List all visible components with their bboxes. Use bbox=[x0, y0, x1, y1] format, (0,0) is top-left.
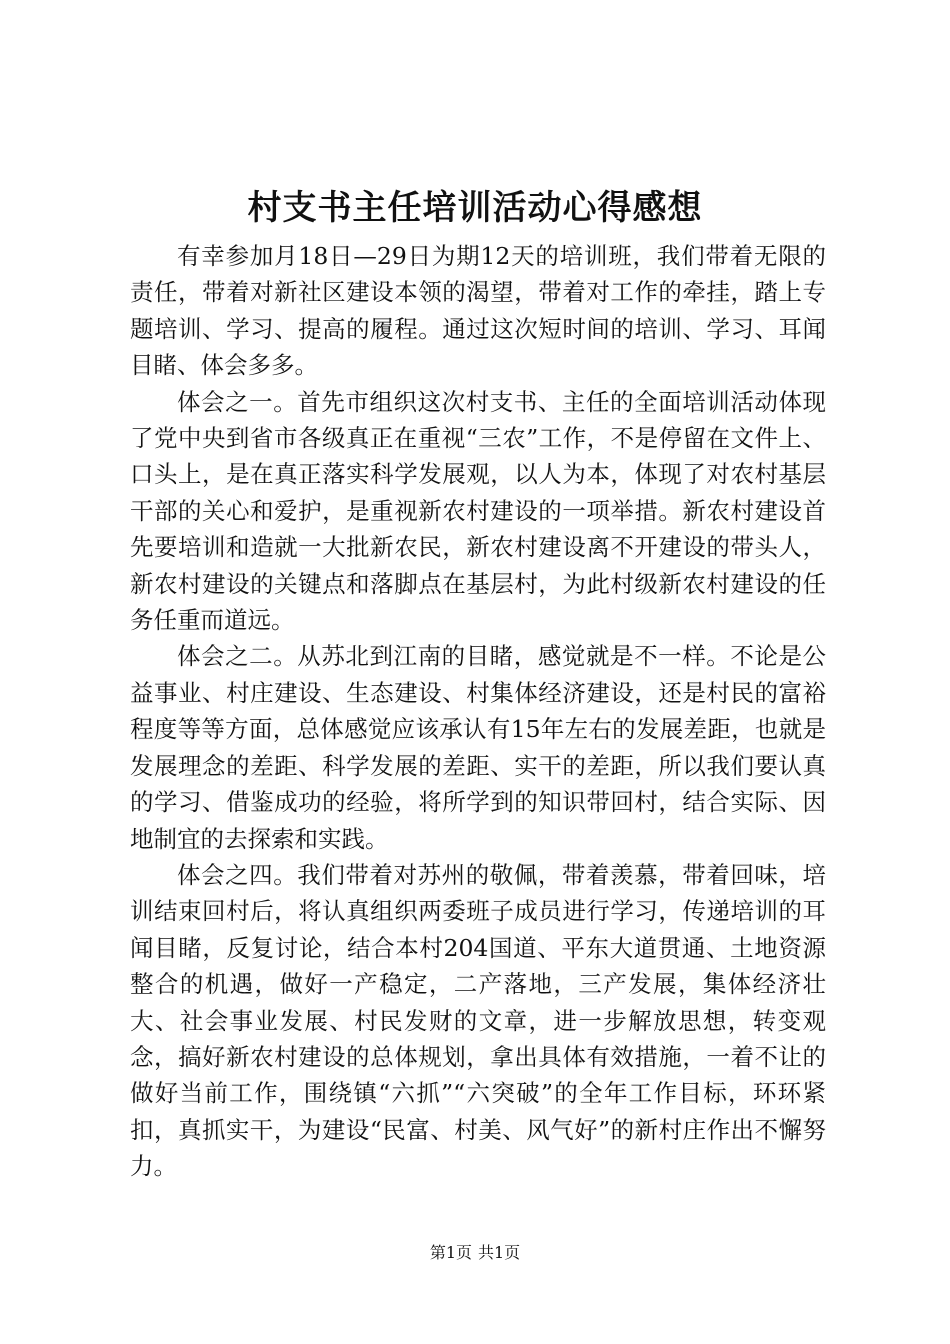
paragraph-insight-one: 体会之一。首先市组织这次村支书、主任的全面培训活动体现了党中央到省市各级真正在重视“三农”工作，不是停留在文件上、口头上，是在真正落实科学发展观，以人为本，体现了对农村基层干部的关心和爱护，是重视新农村建设的一项举措。新农村建设首先要培训和造就一大批新农民，新农村建设离不开建设的带头人，新农村建设的关键点和落脚点在基层村，为此村级新农村建设的任务任重而道远。 bbox=[130, 387, 826, 635]
document-body bbox=[130, 238, 826, 1185]
paragraph-insight-four: 体会之四。我们带着对苏州的敬佩，带着羡慕，带着回味，培训结束回村后，将认真组织两委班子成员进行学习，传递培训的耳闻目睹，反复讨论，结合本村204国道、平东大道贯通、土地资源整合的机遇，做好一产稳定，二产落地，三产发展，集体经济壮大、社会事业发展、村民发财的文章，进一步解放思想，转变观念，搞好新农村建设的总体规划，拿出具体有效措施，一着不让的做好当前工作，围绕镇“六抓”“六突破”的全年工作目标，环环紧扣，真抓实干，为建设“民富、村美、风气好”的新村庄作出不懈努力。 bbox=[130, 860, 826, 1181]
paragraph-intro: 有幸参加月18日—29日为期12天的培训班，我们带着无限的责任，带着对新社区建设本领的渴望，带着对工作的牵挂，踏上专题培训、学习、提高的履程。通过这次短时间的培训、学习、耳闻目睹、体会多多。 bbox=[130, 242, 826, 380]
page-total: 共1页 bbox=[478, 1243, 521, 1262]
document-title: 村支书主任培训活动心得感想 bbox=[247, 188, 703, 228]
page-number: 第1页 bbox=[429, 1243, 472, 1262]
page-footer bbox=[0, 1242, 950, 1264]
paragraph-insight-two: 体会之二。从苏北到江南的目睹，感觉就是不一样。不论是公益事业、村庄建设、生态建设、村集体经济建设，还是村民的富裕程度等等方面，总体感觉应该承认有15年左右的发展差距，也就是发展理念的差距、科学发展的差距、实干的差距，所以我们要认真的学习、借鉴成功的经验，将所学到的知识带回村，结合实际、因地制宜的去探索和实践。 bbox=[130, 642, 826, 853]
